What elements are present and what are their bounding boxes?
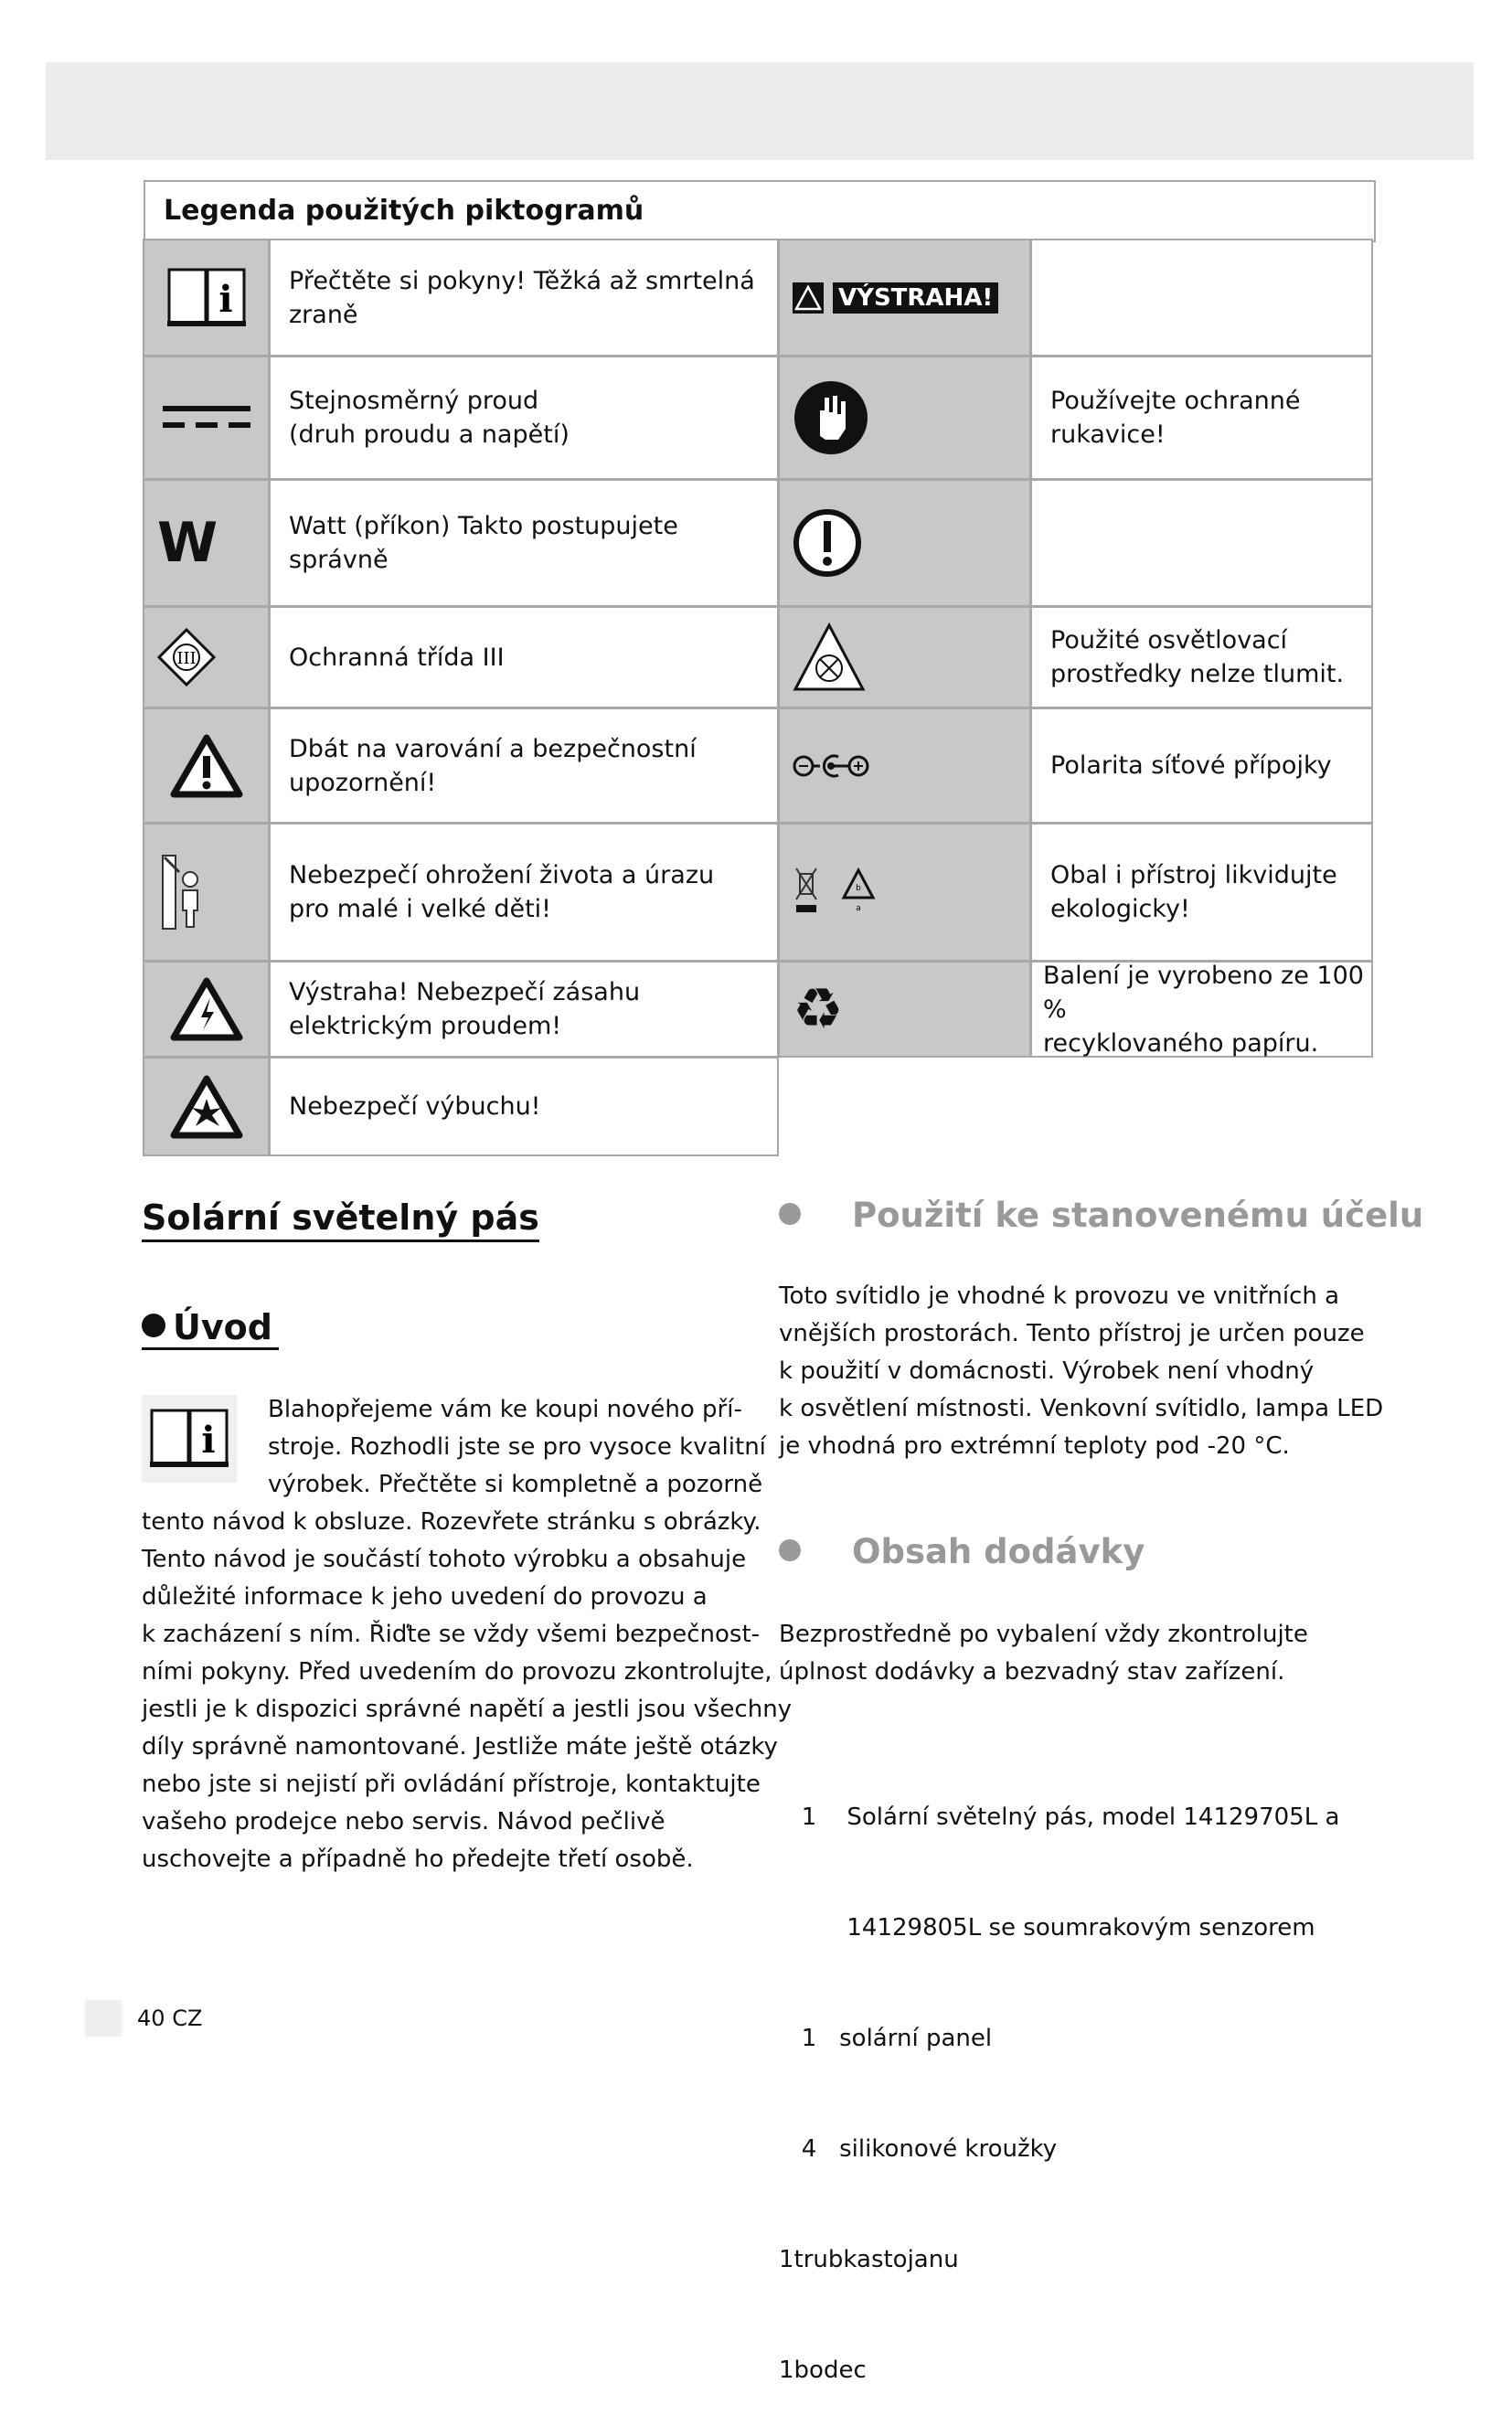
warning-vystraha-icon [793,282,824,314]
text-line: Bezprostředně po vybalení vždy zkontrolujte [779,1621,1308,1648]
disposal-recycling-icon [793,865,884,920]
text-line: tento návod k obsluze. Rozevřete stránku s obrázky. [142,1508,761,1536]
list-item: 1 solární panel [779,2025,993,2052]
legend-text: Polarita síťové přípojky [1050,751,1332,780]
electric-shock-icon [170,977,243,1041]
no-dimming-icon [793,622,866,692]
usage-heading-text: Použití ke stanovenému účelu [852,1196,1424,1235]
legend-text-cell [269,823,779,962]
vystraha-badge: VÝSTRAHA! [833,282,998,314]
legend-icon-cell [778,823,1031,962]
intro-heading [142,1307,279,1350]
svg-text:b: b [856,884,861,893]
bullet-icon [779,1539,801,1561]
legend-text-cell [269,606,779,708]
explosion-icon [170,1075,243,1139]
legend-icon-cell [143,356,270,480]
text-line: Toto svítidlo je vhodné k provozu ve vnitřních a [779,1282,1340,1310]
legend-text: Watt (příkon) Takto postupujete správně [289,512,678,574]
bullet-icon [142,1314,165,1337]
text-line: k osvětlení místnosti. Venkovní svítidlo, lampa LED [779,1395,1384,1422]
child-danger-icon [157,854,208,931]
intro-heading-text: Úvod [173,1307,272,1347]
legend-text-cell [269,708,779,824]
text-line: k zacházení s ním. Řiďte se vždy všemi bezpečnost- [142,1621,761,1648]
text-line: Blahopřejeme vám ke koupi nového pří- [268,1396,742,1423]
legend-icon-cell [778,479,1031,607]
text-line: Tento návod je součástí tohoto výrobku a obsahuje [142,1546,747,1573]
legend-icon-cell [778,961,1031,1058]
text-line: vašeho prodejce nebo servis. Návod pečlivě [142,1808,665,1835]
text-line: uschovejte a případně ho předejte třetí osobě. [142,1846,694,1873]
text-line: stroje. Rozhodli jste se pro vysoce kvalitní [268,1433,766,1461]
legend-title: Legenda použitých piktogramů [164,195,644,227]
legend-text-cell [269,356,779,480]
footer-marker [85,2000,122,2037]
bullet-icon [779,1203,801,1225]
legend-icon-cell [778,606,1031,708]
text-line: jestli je k dispozici správné napětí a jestli jsou všechny [142,1696,793,1723]
legend-text-cell [269,239,779,356]
text-line: výrobek. Přečtěte si kompletně a pozorně [268,1471,763,1498]
text-line: díly správně namontované. Jestliže máte ještě otázky [142,1733,778,1761]
contents-heading [779,1532,1145,1571]
polarity-icon [793,752,869,780]
text-line: ními pokyny. Před uvedením do provozu zkontrolujte, [142,1658,772,1686]
list-item: 1trubkastojanu [779,2246,959,2273]
list-item: 1bodec [779,2357,867,2384]
legend-icon-cell [143,239,270,356]
text-line: nebo jste si nejistí při ovládání přístroje, kontaktujte [142,1771,761,1798]
legend-text-cell [1030,356,1373,480]
contents-paragraph [779,1616,1308,1691]
legend-text: Balení je vyrobeno ze 100 % recyklovaného papíru. [1043,961,1364,1058]
legend-text-cell [1030,479,1373,607]
legend-icon-cell [778,708,1031,824]
list-item: 4 silikonové kroužky [779,2135,1058,2163]
exclamation-circle-icon [793,508,862,578]
usage-heading [779,1196,1423,1235]
legend-text: Nebezpečí výbuchu! [289,1092,541,1121]
legend-icon-cell [778,356,1031,480]
legend-text: Ochranná třída III [289,643,505,672]
legend-icon-cell [143,708,270,824]
legend-header [144,180,1376,242]
legend-text: Přečtěte si pokyny! Těžká až smrtelná zraně [289,266,755,329]
legend-text: Stejnosměrný proud (druh proudu a napětí) [289,387,570,449]
legend-text-cell [1030,961,1373,1058]
svg-text:i: i [201,1419,216,1462]
legend-text: Použité osvětlovací prostředky nelze tlumit. [1050,626,1345,688]
book-info-icon [167,268,246,328]
legend-icon-cell [143,1057,270,1156]
usage-paragraph [779,1278,1383,1465]
protective-gloves-icon [793,379,869,456]
page-number: 40 [137,2006,165,2031]
legend-text: Dbát na varování a bezpečnostní upozornění! [289,734,697,797]
svg-text:III: III [176,649,197,668]
legend-icon-cell [143,823,270,962]
contents-list [779,1726,1339,2426]
text-line: důležité informace k jeho uvedení do provozu a [142,1583,708,1611]
recycle-icon: ♻ [793,975,844,1042]
text-line: úplnost dodávky a bezvadný stav zařízení. [779,1658,1285,1686]
contents-heading-text: Obsah dodávky [852,1532,1145,1571]
legend-text: Výstraha! Nebezpečí zásahu elektrickým proudem! [289,978,641,1040]
protection-class-iii-icon [157,628,216,686]
legend-text-cell [269,479,779,607]
list-item: 1 Solární světelný pás, model 14129705L a [779,1804,1340,1831]
svg-text:i: i [218,277,233,321]
legend-text-cell [1030,708,1373,824]
direct-current-icon [163,406,250,430]
language-code: CZ [172,2006,203,2031]
legend-text-cell [269,1057,779,1156]
legend-icon-cell [143,479,270,607]
page-footer [137,2006,202,2031]
intro-paragraph [142,1391,792,1878]
legend-icon-cell [143,606,270,708]
product-title: Solární světelný pás [142,1197,539,1242]
legend-text: Obal i přístroj likvidujte ekologicky! [1050,861,1337,923]
legend-text-cell [269,961,779,1058]
watt-icon: W [157,511,218,575]
legend-text-cell [1030,606,1373,708]
legend-text-cell [1030,823,1373,962]
warning-triangle-icon [170,734,243,798]
header-bar [46,62,1474,160]
legend-text-cell [1030,239,1373,356]
text-line: vnějších prostorách. Tento přístroj je určen pouze [779,1320,1365,1347]
legend-text: Používejte ochranné rukavice! [1050,387,1301,449]
text-line: k použití v domácnosti. Výrobek není vhodný [779,1357,1315,1385]
legend-icon-cell [778,239,1031,356]
text-line: je vhodná pro extrémní teploty pod -20 °C. [779,1432,1290,1460]
svg-text:a: a [856,904,861,913]
legend-icon-cell [143,961,270,1058]
list-item: 14129805L se soumrakovým senzorem [779,1914,1315,1942]
legend-text: Nebezpečí ohrožení života a úrazu pro malé i velké děti! [289,861,715,923]
